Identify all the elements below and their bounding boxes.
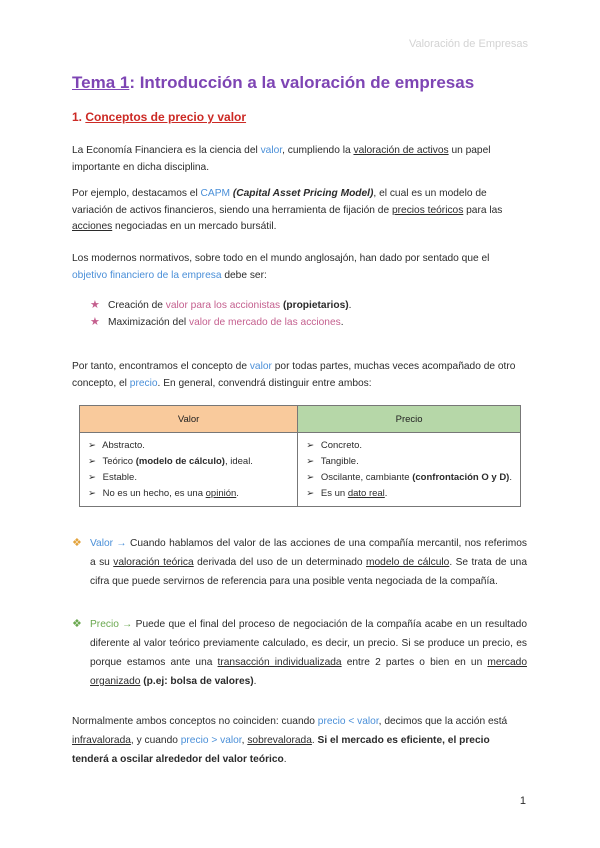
highlight-valor: valor: [249, 361, 272, 372]
definition-text: [72, 615, 528, 691]
diamond-icon: ❖: [72, 618, 82, 630]
text: .: [384, 488, 388, 499]
underline-text: dato real: [347, 488, 385, 499]
paragraph-objetivo: [72, 251, 527, 284]
text: Por tanto, encontramos el concepto de: [72, 361, 250, 372]
underline-precios-teoricos: precios teóricos: [391, 204, 464, 216]
valor-cell: [80, 433, 298, 507]
table-row: [80, 433, 521, 507]
text: negociadas en un mercado bursátil.: [112, 221, 277, 232]
diamond-icon: ❖: [72, 537, 82, 549]
arrowhead-bullet-icon: ➢: [306, 472, 315, 483]
list-item: [306, 486, 512, 502]
bold-text: (propietarios): [283, 300, 349, 311]
highlight-valor: valor: [260, 145, 283, 156]
text: derivada del uso de un determinado: [193, 557, 367, 568]
text: Cuando hablamos del valor de las acciones de una compañía mercantil, nos referimos a su: [90, 538, 528, 568]
text: , cumpliendo la: [282, 145, 354, 156]
title-rest: : Introducción a la valoración de empresas: [129, 73, 475, 92]
text: . Se trata de una cifra que puede servirnos de referencia para una posible venta negociada de la compañía.: [90, 557, 528, 587]
arrowhead-bullet-icon: ➢: [306, 456, 315, 467]
column-header-precio: Precio: [298, 406, 521, 433]
table-header-row: [80, 406, 521, 433]
text: debe ser:: [221, 269, 267, 281]
text: .: [311, 735, 318, 746]
text: Maximización del: [108, 317, 189, 328]
text: , y cuando: [130, 735, 181, 746]
highlight: precio > valor: [180, 735, 242, 746]
arrowhead-bullet-icon: ➢: [88, 456, 96, 467]
underline-acciones: acciones: [72, 221, 113, 232]
highlight-precio: precio: [129, 377, 158, 389]
bold-text: (modelo de cálculo): [135, 456, 225, 467]
highlight: valor para los accionistas: [165, 300, 281, 311]
text: , ideal.: [224, 456, 253, 467]
text: Es un: [320, 488, 348, 499]
list-item: [88, 470, 289, 486]
text: Concreto.: [320, 440, 363, 451]
highlight: precio < valor: [317, 716, 379, 727]
section-number: 1.: [72, 110, 86, 124]
page-number: 1: [519, 795, 526, 807]
column-header-valor: Valor: [80, 406, 298, 433]
paragraph-conclusion: [72, 712, 527, 769]
list-item: [90, 314, 530, 331]
underline-text: transacción individualizada: [217, 657, 342, 668]
underline-text: sobrevalorada: [247, 735, 312, 746]
document-header-label: Valoración de Empresas: [408, 38, 528, 50]
paragraph-capm: [72, 186, 527, 236]
page-title: [72, 73, 474, 93]
text: Estable.: [102, 472, 137, 483]
text: .: [509, 472, 512, 483]
underline-text: valoración teórica: [113, 557, 194, 568]
definition-title: Valor →: [90, 538, 127, 549]
paragraph-economia: [72, 143, 527, 176]
star-icon: ★: [90, 299, 100, 311]
list-item: [306, 454, 512, 470]
list-item: [90, 297, 530, 314]
text: . En general, convendrá distinguir entre ambos:: [157, 377, 372, 389]
definition-text: [72, 534, 528, 591]
highlight: valor de mercado de las acciones: [188, 317, 341, 328]
definition-title: Precio →: [90, 619, 133, 630]
text: ,: [241, 735, 248, 746]
text: , decimos que la acción está: [378, 716, 508, 727]
star-icon: ★: [90, 316, 100, 328]
title-prefix: Tema 1: [72, 73, 130, 92]
text: Normalmente ambos conceptos no coinciden: cuando: [72, 716, 318, 727]
text: .: [236, 488, 239, 499]
text: No es un hecho, es una: [102, 488, 206, 499]
text: Creación de: [108, 300, 166, 311]
text: Oscilante, cambiante: [320, 472, 413, 483]
text: Los modernos normativos, sobre todo en el mundo anglosajón, han dado por sentado que el: [72, 253, 490, 264]
text: , el cual es un modelo de variación de activos financieros, siendo una herramienta de fijación de: [72, 188, 487, 216]
text: Tangible.: [320, 456, 359, 467]
text: entre 2 partes o bien en un: [341, 657, 488, 668]
text: un papel importante en dicha disciplina.: [72, 145, 491, 173]
precio-definition: [72, 615, 528, 691]
valor-definition: [72, 534, 528, 591]
text: .: [348, 300, 352, 311]
section-label: Conceptos de precio y valor: [85, 110, 247, 124]
arrowhead-bullet-icon: ➢: [306, 488, 315, 499]
text: por todas partes, muchas veces acompañado de otro concepto, el: [72, 361, 516, 389]
text: Abstracto.: [102, 440, 145, 451]
bold-text: (confrontación O y D): [412, 472, 510, 483]
comparison-table: [79, 405, 521, 507]
text: .: [253, 676, 257, 687]
list-item: [88, 486, 289, 502]
capm-definition: (Capital Asset Pricing Model): [232, 188, 374, 199]
text: Teórico: [102, 456, 136, 467]
text: .: [283, 754, 287, 765]
text: .: [340, 317, 344, 328]
text: Puede que el final del proceso de negociación de la compañía acabe en un resultado diferente al valor teórico previamente calculado, es decir, un precio. Si se produce un precio, es porque estamos ante una: [90, 619, 527, 668]
text: Por ejemplo, destacamos el: [72, 188, 201, 199]
arrowhead-bullet-icon: ➢: [88, 472, 96, 483]
list-item: [306, 438, 512, 454]
text: para las: [463, 204, 503, 216]
list-item: [88, 454, 289, 470]
text: La Economía Financiera es la ciencia del: [72, 145, 261, 156]
underline-valoracion-activos: valoración de activos: [353, 145, 449, 156]
underline-text: modelo de cálculo: [366, 557, 450, 568]
precio-cell: [298, 433, 521, 507]
underline-text: opinión: [205, 488, 237, 499]
arrowhead-bullet-icon: ➢: [306, 440, 315, 451]
objectives-list: [90, 297, 530, 331]
list-item: [88, 438, 289, 454]
highlight-objetivo-financiero: objetivo financiero de la empresa: [72, 269, 222, 281]
list-item: [306, 470, 512, 486]
arrowhead-bullet-icon: ➢: [88, 488, 96, 499]
highlight-capm: CAPM: [200, 188, 230, 199]
bold-text: (p.ej: bolsa de valores): [143, 676, 254, 687]
bold-conclusion: Si el mercado es eficiente, el precio tenderá a oscilar alrededor del valor teórico: [72, 735, 490, 765]
arrowhead-bullet-icon: ➢: [88, 440, 96, 451]
underline-text: mercado organizado: [90, 657, 528, 687]
section-heading: [72, 110, 246, 124]
underline-text: infravalorada: [72, 735, 131, 746]
paragraph-valor-precio: [72, 359, 527, 392]
